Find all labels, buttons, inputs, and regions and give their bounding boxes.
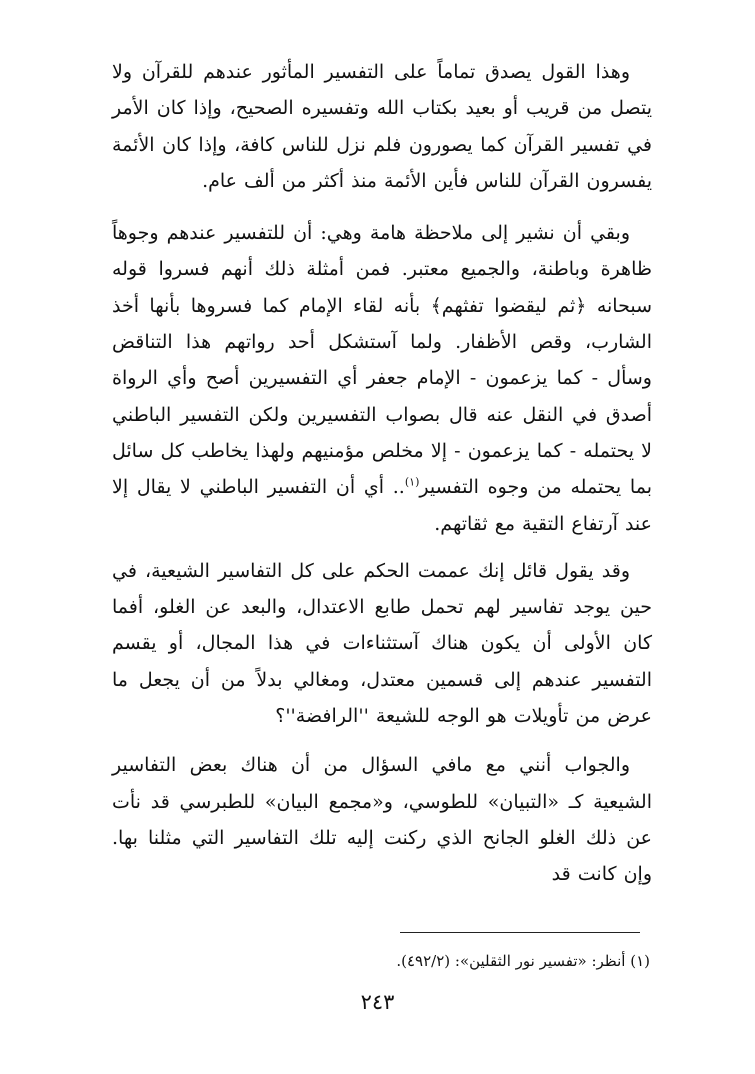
page-number: ٢٤٣ (360, 990, 395, 1014)
footnote: (١) أنظر: «تفسير نور الثقلين»: (٤٩٢/٢). (396, 952, 650, 970)
paragraph-3: وقد يقول قائل إنك عممت الحكم على كل التفاسير الشيعية، في حين يوجد تفاسير لهم تحمل طابع الاعتدال، والبعد عن الغلو، أفما كان الأولى أن يكون هناك آستثناءات في هذا المجال، أو يقسم التفسير عندهم إلى قسمين معتدل، ومغالي بدلاً من أن يجعل ما عرض من تأويلات هو الوجه للشيعة ''الرافضة''؟ (112, 559, 652, 728)
body-text (112, 54, 652, 893)
paragraph-2 (112, 215, 652, 542)
paragraph-4: والجواب أنني مع مافي السؤال من أن هناك بعض التفاسير الشيعية كـ «التبيان» للطوسي، و«مجمع البيان» للطبرسي قد نأت عن ذلك الغلو الجانح الذي ركنت إليه تلك التفاسير التي مثلنا بها. وإن كانت قد (112, 754, 652, 886)
footnote-reference: (١) (404, 475, 420, 489)
paragraph-2-body: وبقي أن نشير إلى ملاحظة هامة وهي: أن للتفسير عندهم وجوهاً ظاهرة وباطنة، والجميع معتبر. فمن أمثلة ذلك أنهم فسروا قوله سبحانه ﴿ثم ليقضوا تفثهم﴾ بأنه لقاء الإمام كما فسروها بأنها أخذ الشارب، وقص الأظفار. ولما آستشكل أحد رواتهم هذا التناقض وسأل - كما يزعمون - الإمام جعفر أي التفسيرين أصح وأي الرواة أصدق في النقل عنه قال بصواب التفسيرين ولكن التفسير الباطني لا يحتمله - كما يزعمون - إلا مخلص مؤمنيهم ولهذا يخاطب كل سائل بما يحتمله من وجوه التفسير (112, 222, 652, 499)
footnote-divider (400, 932, 640, 933)
paragraph-2-tail: .. أي أن التفسير الباطني لا يقال إلا عند آرتفاع التقية مع ثقاتهم. (112, 476, 652, 535)
paragraph-1: وهذا القول يصدق تماماً على التفسير المأثور عندهم للقرآن ولا يتصل من قريب أو بعيد بكتاب الله وتفسيره الصحيح، وإذا كان الأمر في تفسير القرآن كما يصورون فلم نزل للناس كافة، وإذا كان الأئمة يفسرون القرآن للناس فأين الأئمة منذ أكثر من ألف عام. (112, 61, 652, 192)
